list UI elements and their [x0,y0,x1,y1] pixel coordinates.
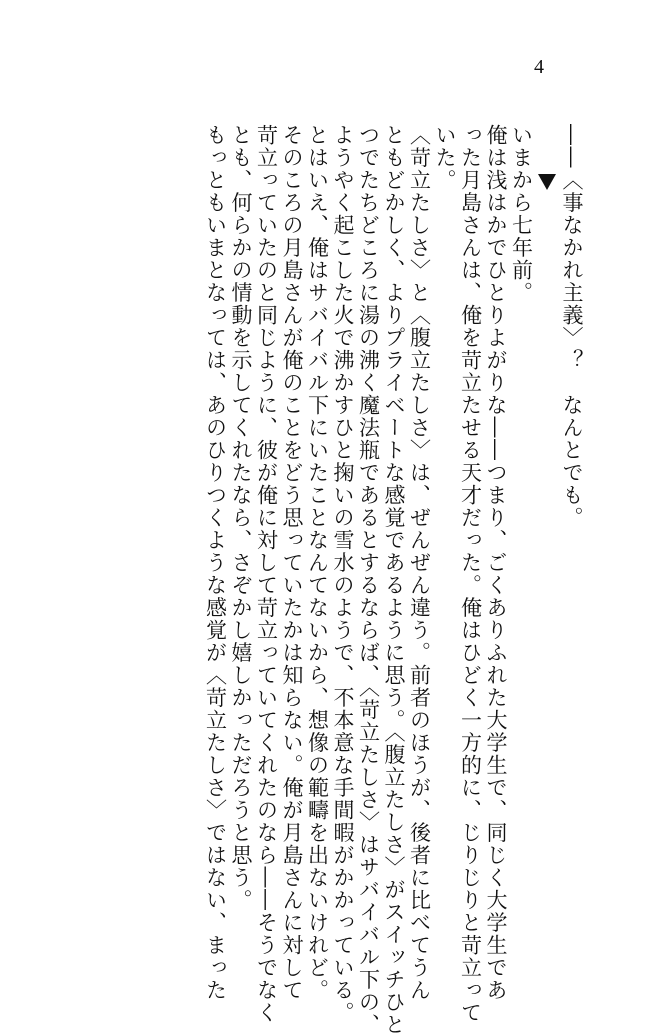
text-line: そのころの月島さんが俺のことをどう思っていたかは知らない。俺が月島さんに対して [280,124,304,1002]
text-line: いまから七年前。 [509,124,534,304]
text-line: ――〈事なかれ主義〉？ なんとでも。 [560,124,584,529]
text-line: とも、何らかの情動を示してくれたなら、さぞかし嬉しかっただろうと思う。 [229,124,253,912]
text-line: 俺は浅はかでひとりよがりな――つまり、ごくありふれた大学生で、同じく大学生であ [484,124,508,1002]
text-line: つでたちどころに湯の沸く魔法瓶であるとするならば、〈苛立たしさ〉はサバイバル下の、 [356,124,381,1036]
text-line: ともどかしく、よりプライベートな感覚であるように思う。〈腹立たしさ〉がスイッチひと [382,124,406,1036]
section-break [534,124,559,824]
text-line: 〈苛立たしさ〉と〈腹立たしさ〉は、ぜんぜん違う。前者のほうが、後者に比べてうん [407,124,432,1002]
page-number: 4 [534,56,544,78]
text-line: 苛立っていたのと同じように、彼が俺に対して苛立っていてくれたのなら――そうでなく [254,124,279,1024]
body-text [202,124,584,1036]
text-line: もっともいまとなっては、あのひりつくような感覚が〈苛立たしさ〉ではない、まった [203,124,228,1002]
text-line: とはいえ、俺はサバイバル下にいたことなんてないから、想像の範疇を出ないけれど。 [305,124,330,1002]
text-line: ようやく起こした火で沸かすひと掬いの雪水のようで、不本意な手間暇がかかっている。 [331,124,355,1024]
text-line: った月島さんは、俺を苛立たせる天才だった。俺はひどく一方的に、じりじりと苛立って [458,124,483,1024]
section-marker-icon [538,174,556,190]
text-line: いた。 [433,124,457,192]
